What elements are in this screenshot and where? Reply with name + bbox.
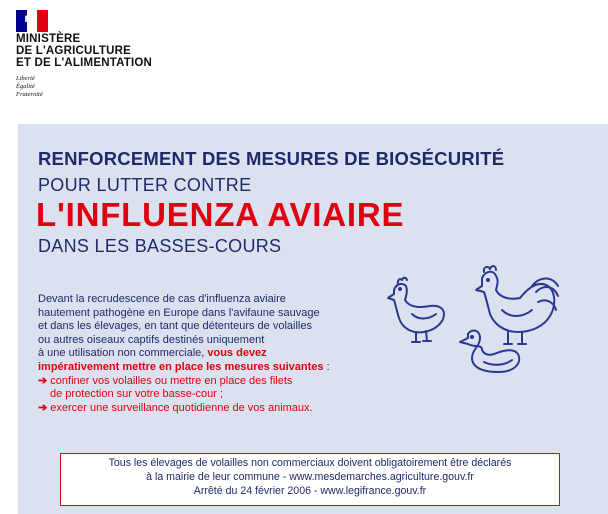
- headline-biosecurity: RENFORCEMENT DES MESURES DE BIOSÉCURITÉ: [38, 148, 505, 169]
- motto-egalite: Égalité: [16, 83, 35, 90]
- ministry-line-3: ET DE L'ALIMENTATION: [16, 57, 152, 69]
- poultry-illustration: [372, 258, 592, 408]
- notice-line-3: Arrêté du 24 février 2006 - www.legifrance.gouv.fr: [193, 484, 427, 497]
- body-line-6-tail: :: [323, 360, 330, 373]
- body-line-3: et dans les élevages, en tant que détenteurs de volailles: [38, 320, 312, 333]
- body-line-5: [38, 347, 378, 361]
- notice-line-1: Tous les élevages de volailles non commerciaux doivent obligatoirement être déclarés: [108, 457, 512, 469]
- marianne-logo-icon: [16, 10, 48, 32]
- bullet-surveillance: [38, 402, 378, 416]
- arrow-right-icon: ➔: [38, 374, 48, 387]
- body-line-6: [38, 361, 378, 375]
- headline-basses-cours: DANS LES BASSES-COURS: [38, 236, 282, 256]
- ministry-name: [16, 33, 152, 69]
- body-line-2: hautement pathogène en Europe dans l'avifaune sauvage: [38, 306, 320, 319]
- duck-icon: [460, 331, 519, 372]
- motto-fraternite: Fraternité: [16, 91, 43, 98]
- bullet-confine-line-2: de protection sur votre basse-cour ;: [50, 388, 224, 401]
- body-line-5-plain: à une utilisation non commerciale,: [38, 347, 208, 360]
- rooster-icon: [476, 266, 558, 344]
- motto-liberte: Liberté: [16, 75, 35, 82]
- body-line-4: ou autres oiseaux captifs destinés uniquement: [38, 333, 265, 346]
- ministry-header: [0, 0, 608, 124]
- bullet-surveillance-text: exercer une surveillance quotidienne de vos animaux.: [47, 401, 313, 414]
- ministry-line-1: MINISTÈRE: [16, 33, 81, 45]
- ministry-line-2: DE L'AGRICULTURE: [16, 45, 131, 57]
- headline-influenza: L'INFLUENZA AVIAIRE: [36, 196, 405, 233]
- declaration-notice: [60, 453, 560, 506]
- body-paragraph: [38, 293, 378, 415]
- body-line-5-emphasis: vous devez: [207, 347, 267, 360]
- bullet-confine: [38, 375, 378, 389]
- body-line-1: Devant la recrudescence de cas d'influenza aviaire: [38, 293, 286, 305]
- arrow-right-icon: ➔: [38, 401, 48, 414]
- republic-motto: [16, 75, 43, 99]
- hen-icon: [388, 278, 444, 342]
- bullet-confine-line-1: confiner vos volailles ou mettre en place des filets: [47, 374, 293, 387]
- headline-pour-lutter: POUR LUTTER CONTRE: [38, 175, 252, 195]
- notice-line-2: à la mairie de leur commune - www.mesdemarches.agriculture.gouv.fr: [146, 470, 474, 483]
- body-line-6-emphasis: impérativement mettre en place les mesures suivantes: [38, 360, 324, 373]
